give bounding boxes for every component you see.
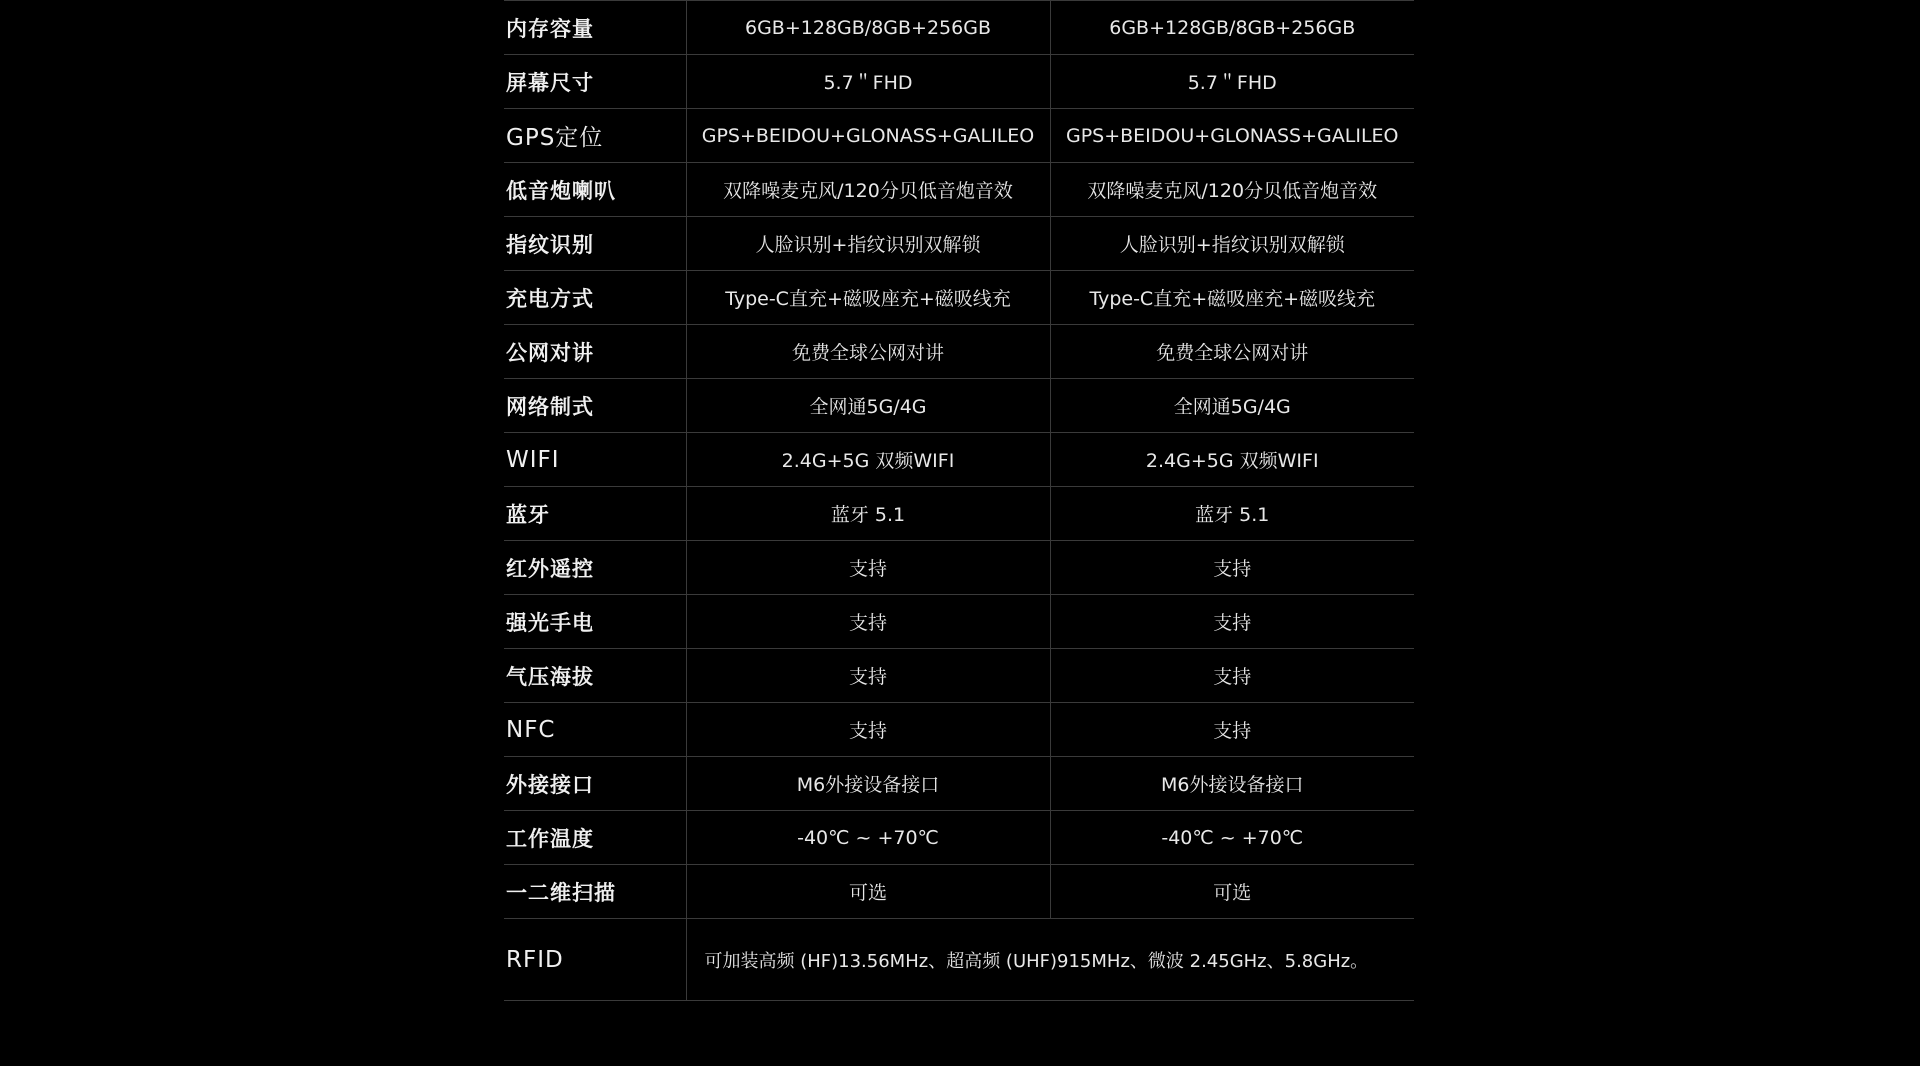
spec-row-network (504, 379, 1414, 433)
spec-label: RFID (504, 919, 686, 1001)
spec-value-model-a: 支持 (686, 595, 1050, 649)
spec-row-temperature (504, 811, 1414, 865)
spec-row-nfc (504, 703, 1414, 757)
spec-table (504, 0, 1414, 1001)
spec-value-model-a: 人脸识别+指纹识别双解锁 (686, 217, 1050, 271)
spec-label: 红外遥控 (504, 541, 686, 595)
spec-value-model-b: 6GB+128GB/8GB+256GB (1050, 1, 1414, 55)
spec-value-model-b: -40℃ ~ +70℃ (1050, 811, 1414, 865)
spec-label: NFC (504, 703, 686, 757)
spec-value-model-b: 支持 (1050, 595, 1414, 649)
spec-value-model-b: 支持 (1050, 649, 1414, 703)
spec-value-model-b: 人脸识别+指纹识别双解锁 (1050, 217, 1414, 271)
spec-label: 气压海拔 (504, 649, 686, 703)
spec-row-port (504, 757, 1414, 811)
spec-value-model-b: 支持 (1050, 703, 1414, 757)
spec-row-rfid (504, 919, 1414, 1001)
spec-value-model-a: 支持 (686, 703, 1050, 757)
spec-label: 屏幕尺寸 (504, 55, 686, 109)
spec-row-flashlight (504, 595, 1414, 649)
spec-value-model-a: 5.7＂FHD (686, 55, 1050, 109)
spec-value-model-a: 2.4G+5G 双频WIFI (686, 433, 1050, 487)
spec-label: 充电方式 (504, 271, 686, 325)
spec-row-barometer (504, 649, 1414, 703)
spec-row-infrared (504, 541, 1414, 595)
spec-value-model-b: Type-C直充+磁吸座充+磁吸线充 (1050, 271, 1414, 325)
spec-label: 低音炮喇叭 (504, 163, 686, 217)
spec-value-model-b: M6外接设备接口 (1050, 757, 1414, 811)
spec-value-model-a: 全网通5G/4G (686, 379, 1050, 433)
spec-value-model-b: 免费全球公网对讲 (1050, 325, 1414, 379)
spec-value-model-a: M6外接设备接口 (686, 757, 1050, 811)
spec-value-model-a: 6GB+128GB/8GB+256GB (686, 1, 1050, 55)
spec-row-scanner (504, 865, 1414, 919)
spec-value-rfid: 可加装高频 (HF)13.56MHz、超高频 (UHF)915MHz、微波 2.45GHz、5.8GHz。 (686, 919, 1414, 1001)
spec-value-model-b: 5.7＂FHD (1050, 55, 1414, 109)
spec-label: 指纹识别 (504, 217, 686, 271)
spec-value-model-b: 支持 (1050, 541, 1414, 595)
spec-label: 网络制式 (504, 379, 686, 433)
spec-value-model-b: 可选 (1050, 865, 1414, 919)
spec-label: 外接接口 (504, 757, 686, 811)
spec-value-model-a: -40℃ ~ +70℃ (686, 811, 1050, 865)
spec-label: 强光手电 (504, 595, 686, 649)
spec-value-model-a: 双降噪麦克风/120分贝低音炮音效 (686, 163, 1050, 217)
spec-value-model-a: 支持 (686, 541, 1050, 595)
spec-label: WIFI (504, 433, 686, 487)
spec-value-model-b: 2.4G+5G 双频WIFI (1050, 433, 1414, 487)
spec-row-fingerprint (504, 217, 1414, 271)
spec-value-model-a: 蓝牙 5.1 (686, 487, 1050, 541)
spec-row-wifi (504, 433, 1414, 487)
spec-row-bluetooth (504, 487, 1414, 541)
spec-row-charging (504, 271, 1414, 325)
spec-value-model-a: Type-C直充+磁吸座充+磁吸线充 (686, 271, 1050, 325)
spec-label: 内存容量 (504, 1, 686, 55)
spec-value-model-a: 支持 (686, 649, 1050, 703)
spec-value-model-a: 免费全球公网对讲 (686, 325, 1050, 379)
spec-value-model-b: 全网通5G/4G (1050, 379, 1414, 433)
spec-value-model-a: 可选 (686, 865, 1050, 919)
spec-row-gps (504, 109, 1414, 163)
spec-label: 一二维扫描 (504, 865, 686, 919)
spec-label: 公网对讲 (504, 325, 686, 379)
spec-label: GPS定位 (504, 109, 686, 163)
spec-value-model-b: 双降噪麦克风/120分贝低音炮音效 (1050, 163, 1414, 217)
spec-row-screen (504, 55, 1414, 109)
spec-value-model-a: GPS+BEIDOU+GLONASS+GALILEO (686, 109, 1050, 163)
spec-label: 蓝牙 (504, 487, 686, 541)
spec-value-model-b: 蓝牙 5.1 (1050, 487, 1414, 541)
spec-value-model-b: GPS+BEIDOU+GLONASS+GALILEO (1050, 109, 1414, 163)
spec-row-speaker (504, 163, 1414, 217)
spec-label: 工作温度 (504, 811, 686, 865)
spec-row-memory (504, 1, 1414, 55)
spec-row-ptt (504, 325, 1414, 379)
